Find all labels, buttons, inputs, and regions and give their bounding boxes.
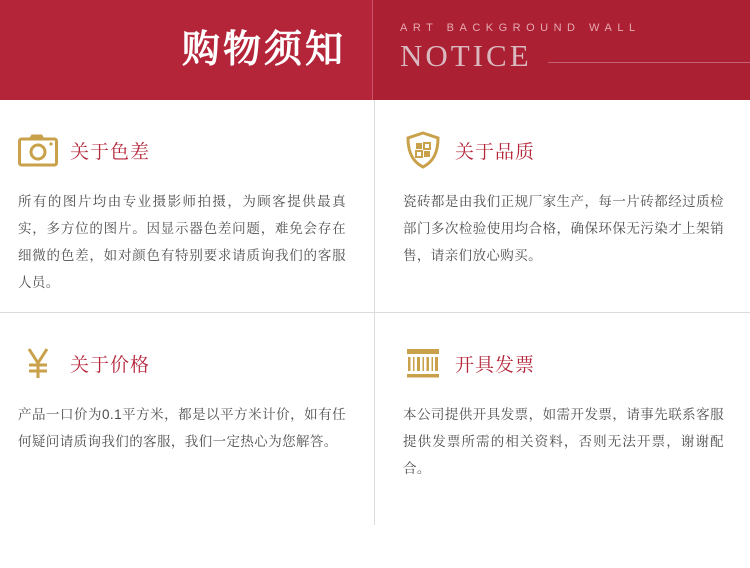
notice-grid [0, 100, 750, 568]
notice-cell-title: 开具发票 [455, 354, 536, 376]
notice-cell-header [403, 126, 724, 174]
notice-cell-price [0, 313, 374, 525]
notice-cell-title: 关于价格 [70, 354, 151, 376]
notice-cell-body: 产品一口价为0.1平方米，都是以平方米计价，如有任何疑问请质询我们的客服，我们一定热心为您解答。 [18, 407, 346, 449]
yen-price-icon [18, 343, 58, 383]
notice-cell-body: 本公司提供开具发票，如需开发票，请事先联系客服提供发票所需的相关资料，否则无法开票，谢谢配合。 [403, 407, 724, 476]
notice-cell-header [403, 339, 724, 387]
notice-cell-invoice [375, 313, 750, 525]
header-subtitle-en: ART BACKGROUND WALL [400, 22, 641, 34]
notice-cell-header [18, 339, 346, 387]
invoice-icon [403, 343, 443, 383]
header-notice-en: NOTICE [400, 38, 532, 73]
shield-quality-icon [403, 130, 443, 170]
notice-cell-title: 关于品质 [455, 141, 536, 163]
header-title-block [0, 0, 372, 100]
notice-cell-quality [375, 100, 750, 312]
notice-cell-body: 所有的图片均由专业摄影师拍摄，为顾客提供最真实，多方位的图片。因显示器色差问题，难免会存在细微的色差，如对颜色有特别要求请质询我们的客服人员。 [18, 194, 346, 290]
notice-cell-title: 关于色差 [70, 141, 151, 163]
notice-cell-color [0, 100, 374, 312]
camera-icon [18, 130, 58, 170]
notice-cell-body: 瓷砖都是由我们正规厂家生产，每一片砖都经过质检部门多次检验使用均合格，确保环保无污染才上架销售，请亲们放心购买。 [403, 194, 724, 263]
notice-cell-header [18, 126, 346, 174]
header-notice-row [400, 38, 750, 74]
page-title: 购物须知 [181, 29, 346, 71]
header-subtitle-block [372, 0, 750, 100]
page-header [0, 0, 750, 100]
header-divider-line [548, 62, 750, 63]
